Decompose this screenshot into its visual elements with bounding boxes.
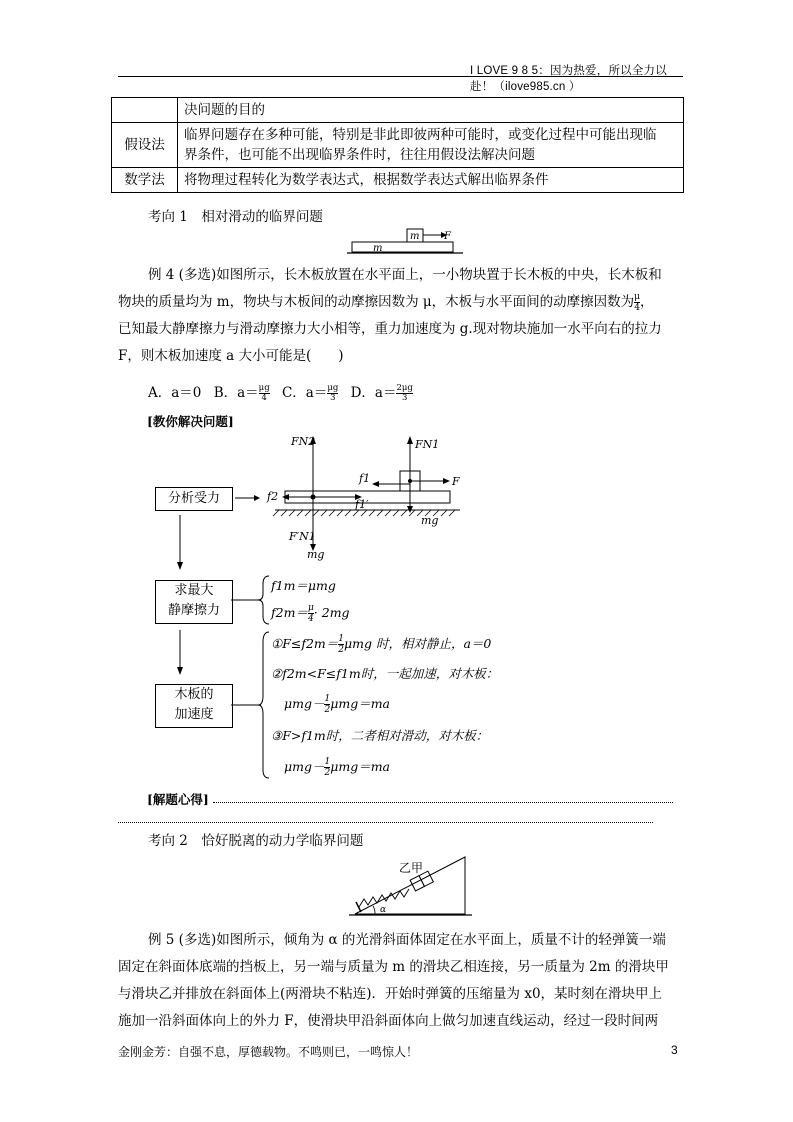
f1-prime-label: f1′ — [355, 498, 369, 511]
fraction-den: 3 — [401, 393, 408, 403]
text-span: ①F≤f2m＝ — [271, 636, 339, 651]
fraction-num: μ — [634, 292, 641, 302]
text-span: f2m＝ — [271, 605, 308, 620]
section-title: 考向 1 相对滑动的临界问题 — [148, 209, 323, 225]
option-d-prefix: D．a＝ — [350, 385, 397, 401]
text-span: 物块的质量均为 m，物块与木板间的动摩擦因数为 μ，木板与水平面间的动摩擦因数为 — [118, 294, 635, 310]
option-c-fraction — [327, 384, 338, 403]
text-span: μmg－ — [284, 759, 325, 774]
text-line: F，则木板加速度 a 大小可能是( ) — [118, 348, 344, 364]
case-3: ③F>f1m时，二者相对滑动，对木板： — [271, 728, 489, 743]
option-d-fraction — [396, 384, 412, 403]
section-title: 考向 2 恰好脱离的动力学临界问题 — [148, 833, 364, 849]
block-labels: 乙甲 — [399, 861, 424, 875]
mg-board-label: mg — [307, 548, 325, 561]
text-span: ， — [640, 294, 654, 310]
method-table — [111, 97, 684, 193]
option-b-fraction — [259, 384, 270, 403]
method-name: 假设法 — [112, 123, 178, 168]
option-c-prefix: C．a＝ — [281, 385, 328, 401]
text-line: 已知最大静摩擦力与滑动摩擦力大小相等，重力加速度为 g.现对物块施加一水平向右的拉力 — [118, 321, 662, 337]
box-line: 木板的 — [174, 687, 214, 702]
option-b-prefix: B．a＝ — [213, 385, 259, 401]
text-line: 与滑块乙并排放在斜面体上(两滑块不粘连)．开始时弹簧的压缩量为 x0，某时刻在滑块甲上 — [118, 986, 663, 1002]
flow-box-analyze: 分析受力 — [155, 487, 233, 511]
board-mass-label: m — [373, 243, 383, 254]
table-row — [112, 123, 684, 168]
table-row — [112, 168, 684, 193]
text-line: 例 5 (多选)如图所示，倾角为 α 的光滑斜面体固定在水平面上，质量不计的轻弹簧一端 — [148, 932, 666, 948]
page-header: I LOVE 9 8 5：因为热爱，所以全力以赴！（ilove985.cn ） — [470, 65, 667, 93]
fraction-den: 2 — [324, 768, 331, 778]
case-3-equation — [284, 757, 390, 778]
force-label: F — [444, 231, 451, 242]
method-desc: 将物理过程转化为数学表达式，根据数学表达式解出临界条件 — [178, 168, 684, 193]
text-span: μmg＝ma — [330, 696, 391, 711]
fraction-num: 1 — [324, 694, 331, 704]
incline-figure — [347, 852, 475, 920]
f-label: F — [452, 475, 460, 488]
fraction-den: 4 — [308, 614, 314, 624]
flow-box-max-friction — [155, 580, 233, 624]
fraction-num: 1 — [338, 634, 345, 644]
fraction-den: 2 — [338, 645, 345, 655]
example-4 — [118, 262, 683, 370]
text-line: 施加一沿斜面体向上的外力 F，使滑块甲沿斜面体向上做匀加速直线运动，经过一段时间两 — [118, 1013, 659, 1029]
fraction-den: 3 — [330, 393, 336, 403]
fn1-prime-label: F′N1 — [289, 530, 316, 543]
answer-line — [213, 802, 673, 803]
text-span: · 2mg — [313, 605, 350, 620]
case-1 — [271, 634, 491, 655]
fn2-label: FN2 — [291, 435, 316, 448]
fraction-den: 2 — [324, 705, 331, 715]
box-line: 加速度 — [174, 707, 214, 722]
flow-box-acceleration — [155, 684, 233, 728]
case-2: ②f2m<F≤f1m时，一起加速，对木板： — [271, 666, 499, 681]
fraction-num: 1 — [324, 757, 331, 767]
option-a: A．a＝0 — [148, 385, 202, 401]
box-line: 求最大 — [174, 583, 214, 598]
fraction-num: μg — [327, 383, 339, 393]
text-span: μmg＝ma — [330, 759, 391, 774]
example-5 — [118, 927, 683, 1035]
text-line: 固定在斜面体底端的挡板上，另一端与质量为 m 的滑块乙相连接，另一质量为 2m 的滑块甲 — [118, 959, 669, 975]
angle-label: α — [380, 905, 387, 915]
text-span: μmg－ — [284, 696, 325, 711]
solution-label: [解题心得] — [147, 792, 209, 807]
mg-block-label: mg — [421, 514, 439, 527]
fraction-num: μ — [307, 603, 314, 613]
fraction-den: 4 — [634, 303, 640, 313]
answer-line — [118, 822, 653, 823]
fraction-den: 4 — [261, 393, 267, 403]
braces — [231, 570, 271, 785]
teach-label: [教你解决问题] — [147, 414, 234, 429]
method-desc-line: 临界问题存在多种可能，特别是非此即彼两种可能时，或变化过程中可能出现临 — [184, 127, 657, 143]
page-footer: 金刚金芳：自强不息，厚德载物。不鸣则已，一鸣惊人！ — [118, 1045, 419, 1059]
block-board-figure — [345, 224, 465, 258]
fn1-label: FN1 — [415, 438, 440, 451]
box-line: 静摩擦力 — [167, 603, 220, 618]
method-name — [112, 98, 178, 123]
text-line — [118, 289, 683, 316]
f1m-formula: f1m＝μmg — [271, 578, 336, 593]
header-rule — [118, 76, 683, 77]
options-row — [148, 381, 413, 403]
f2m-formula — [271, 603, 350, 624]
f2-label: f2 — [267, 490, 279, 503]
force-diagram — [255, 428, 470, 563]
fraction-num: 2μg — [396, 383, 413, 393]
method-desc: 决问题的目的 — [178, 98, 684, 123]
table-row — [112, 98, 684, 123]
fraction-num: μg — [258, 383, 270, 393]
f1-label: f1 — [359, 472, 371, 485]
method-name: 数学法 — [112, 168, 178, 193]
block-mass-label: m — [410, 231, 420, 242]
case-2-equation — [284, 694, 390, 715]
page-number: 3 — [671, 1043, 678, 1057]
method-desc-line: 界条件，也可能不出现临界条件时，往往用假设法解决问题 — [184, 147, 535, 163]
text-span: μmg 时，相对静止，a＝0 — [344, 636, 492, 651]
text-line: 例 4 (多选)如图所示，长木板放置在水平面上，一小物块置于长木板的中央，长木板和 — [148, 267, 662, 283]
method-desc — [178, 123, 684, 168]
